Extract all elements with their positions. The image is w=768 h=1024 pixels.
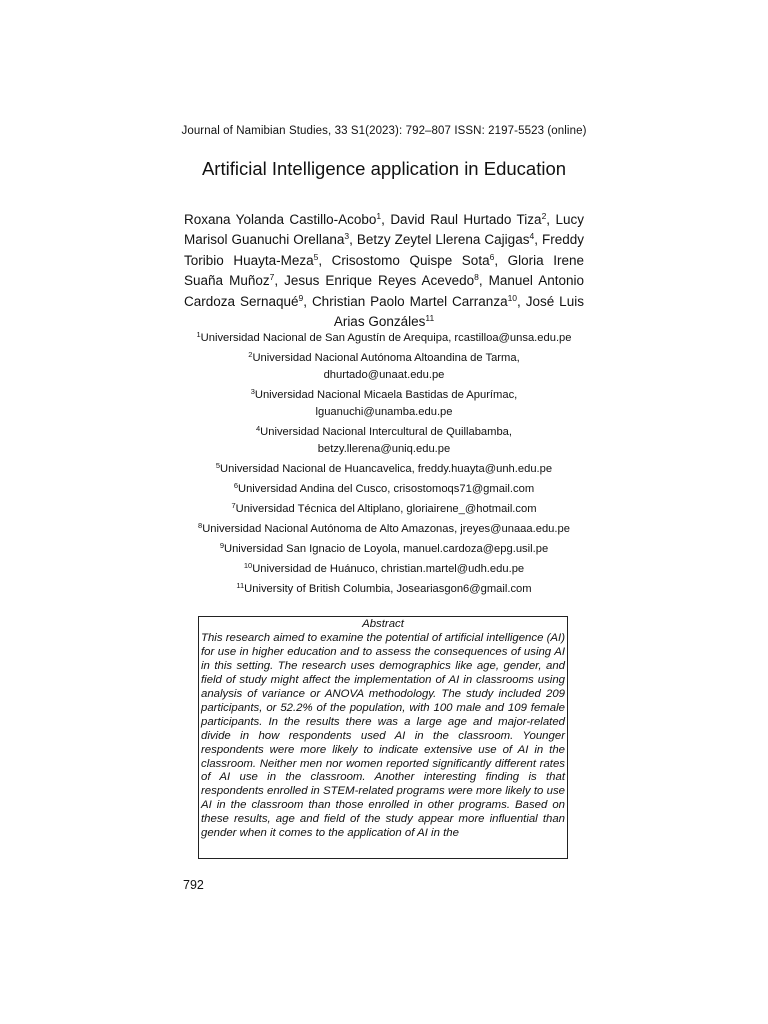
author-name: Manuel Antonio Cardoza Sernaqué bbox=[184, 273, 584, 309]
author-affiliation-marker: 1 bbox=[376, 211, 382, 221]
author-separator: , bbox=[274, 273, 285, 289]
affiliation-email: betzy.llerena@uniq.edu.pe bbox=[317, 443, 451, 455]
author-separator: , bbox=[381, 212, 391, 227]
author-name: José Luis Arias Gonzáles bbox=[333, 293, 584, 330]
affiliation-text: Universidad Nacional Autónoma Altoandina de Tarma, bbox=[252, 352, 520, 364]
abstract-box bbox=[198, 616, 568, 859]
author-separator: , bbox=[349, 232, 357, 248]
affiliation-item bbox=[170, 521, 598, 538]
affiliation-marker: 9 bbox=[219, 541, 224, 550]
affiliation-text: Universidad Nacional Intercultural de Quillabamba, bbox=[260, 426, 513, 438]
affiliation-item bbox=[170, 581, 598, 598]
affiliation-text: Universidad Nacional Autónoma de Alto Amazonas, jreyes@unaaa.edu.pe bbox=[202, 523, 570, 535]
affiliation-marker: 4 bbox=[255, 424, 261, 433]
paper-title: Artificial Intelligence application in Education bbox=[201, 158, 567, 179]
author-separator: , bbox=[478, 273, 489, 289]
affiliation-marker: 8 bbox=[198, 521, 203, 530]
abstract-heading: Abstract bbox=[362, 618, 404, 630]
author-name: Gloria Irene Suaña Muñoz bbox=[184, 252, 584, 289]
affiliation-text: Universidad Andina del Cusco, crisostomoqs71@gmail.com bbox=[238, 483, 535, 495]
affiliation-text: Universidad Nacional Micaela Bastidas de Apurímac, bbox=[254, 389, 518, 401]
affiliation-item bbox=[170, 387, 598, 421]
author-separator: , bbox=[318, 252, 332, 268]
author-affiliation-marker: 2 bbox=[541, 211, 547, 221]
author-affiliation-marker: 7 bbox=[269, 272, 275, 283]
author-name: Crisostomo Quispe Sota bbox=[331, 252, 490, 268]
journal-header: Journal of Namibian Studies, 33 S1(2023): 792–807 ISSN: 2197-5523 (online) bbox=[181, 125, 587, 137]
author-separator: , bbox=[534, 232, 542, 248]
affiliation-text: Universidad de Huánuco, christian.martel@udh.edu.pe bbox=[252, 563, 525, 575]
author-name: Jesus Enrique Reyes Acevedo bbox=[284, 273, 475, 289]
affiliation-item bbox=[170, 424, 598, 458]
affiliation-email: lguanuchi@unamba.edu.pe bbox=[315, 406, 453, 418]
author-name: Betzy Zeytel Llerena Cajigas bbox=[356, 232, 530, 248]
affiliation-item bbox=[170, 481, 598, 498]
author-separator: , bbox=[517, 293, 526, 309]
affiliation-marker: 2 bbox=[248, 350, 253, 359]
author-affiliation-marker: 6 bbox=[489, 251, 495, 262]
affiliation-list bbox=[170, 330, 598, 601]
affiliation-text: Universidad Nacional de San Agustín de Arequipa, rcastilloa@unsa.edu.pe bbox=[200, 332, 572, 344]
affiliation-text: Universidad Técnica del Altiplano, gloriairene_@hotmail.com bbox=[235, 503, 537, 515]
author-affiliation-marker: 8 bbox=[474, 272, 479, 283]
author-affiliation-marker: 4 bbox=[529, 231, 535, 242]
abstract-body: This research aimed to examine the potential of artificial intelligence (AI) for use in higher education and to assess the consequences of using AI in this setting. The research uses demographics like age, gender, and field of study might affect the implementation of AI in classrooms using analysis of variance or ANOVA methodology. The study included 209 participants, or 52.2% of the population, with 100 male and 109 female participants. In the results there was a large age and major-related divide in how respondents used AI in the classroom. Younger respondents were more likely to indicate extensive use of AI in the classroom. Neither men nor women reported significantly different rates of AI use in the classroom. Another interesting finding is that respondents enrolled in STEM-related programs were more likely to use AI in the classroom than those enrolled in other programs. Based on these results, age and field of the study appear more influential than gender when it comes to the application of AI in the bbox=[201, 631, 565, 840]
affiliation-marker: 1 bbox=[196, 330, 201, 339]
author-affiliation-marker: 5 bbox=[313, 251, 319, 262]
author-list bbox=[184, 210, 584, 332]
author-separator: , bbox=[494, 252, 508, 268]
author-name: Lucy Marisol Guanuchi Orellana bbox=[184, 212, 584, 248]
author-affiliation-marker: 9 bbox=[298, 292, 304, 303]
author-affiliation-marker: 10 bbox=[507, 292, 518, 303]
affiliation-item bbox=[170, 561, 598, 578]
affiliation-marker: 7 bbox=[231, 501, 236, 510]
affiliation-text: Universidad San Ignacio de Loyola, manuel.cardoza@epg.usil.pe bbox=[223, 543, 549, 555]
affiliation-email: dhurtado@unaat.edu.pe bbox=[323, 369, 445, 381]
affiliation-item bbox=[170, 330, 598, 347]
affiliation-item bbox=[170, 501, 598, 518]
affiliation-marker: 6 bbox=[233, 481, 238, 490]
affiliation-item bbox=[170, 541, 598, 558]
affiliation-marker: 11 bbox=[236, 581, 245, 590]
author-affiliation-marker: 3 bbox=[344, 231, 350, 242]
author-separator: , bbox=[303, 293, 312, 309]
affiliation-text: Universidad Nacional de Huancavelica, freddy.huayta@unh.edu.pe bbox=[220, 463, 553, 475]
affiliation-marker: 5 bbox=[215, 461, 221, 470]
author-name: Christian Paolo Martel Carranza bbox=[311, 293, 508, 309]
author-separator: , bbox=[546, 212, 556, 227]
author-name: Freddy Toribio Huayta-Meza bbox=[184, 232, 584, 268]
author-affiliation-marker: 11 bbox=[425, 313, 435, 324]
page-number: 792 bbox=[183, 878, 204, 892]
author-name: David Raul Hurtado Tiza bbox=[390, 212, 542, 227]
affiliation-item bbox=[170, 350, 598, 384]
author-name: Roxana Yolanda Castillo-Acobo bbox=[184, 212, 377, 227]
affiliation-marker: 10 bbox=[243, 561, 253, 570]
affiliation-marker: 3 bbox=[250, 387, 255, 396]
affiliation-item bbox=[170, 461, 598, 478]
affiliation-text: University of British Columbia, Joseariasgon6@gmail.com bbox=[244, 583, 532, 595]
